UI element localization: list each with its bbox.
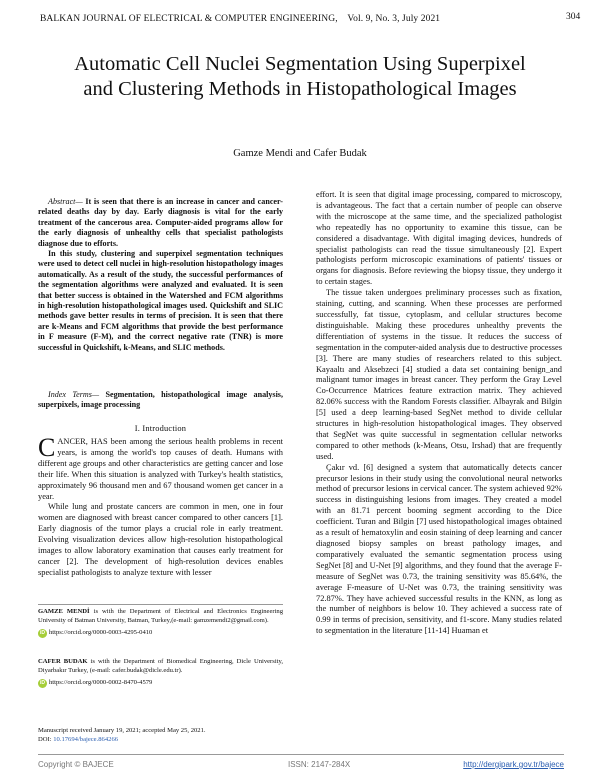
- index-terms-label: Index Terms: [48, 390, 92, 399]
- index-terms-text: Segmentation, histopathological image analysis, superpixels, image processing: [38, 390, 283, 410]
- introduction-body: [38, 433, 283, 579]
- footnote-author-2: [38, 658, 283, 688]
- received-date: Manuscript received January 19, 2021; accepted May 25, 2021.: [38, 727, 206, 734]
- manuscript-info: [38, 727, 283, 744]
- journal-volume: Vol. 9, No. 3, July 2021: [347, 14, 441, 24]
- intro-paragraph-2: While lung and prostate cancers are common in men, one in four women are diagnosed with breast cancer compared to other cancers [1]. Early diagnosis of the tumor plays a crucial role in early treatment. Evolving visualization devices allow high-resolution histopathological images to allow laboratory examination that causes early treatment for cancer [2]. The development of high-resolution devices enables specialist pathologists to analyze texture with lesser: [38, 502, 283, 577]
- abstract-paragraph-1: It is seen that there is an increase in cancer and cancer-related deaths day by day. Early diagnosis is vital for the early treatment of the cancerous area. Computer-aided programs allow for the early diagnosis of unhealthy cells that specialist pathologists diagnose due to efforts.: [38, 197, 283, 248]
- journal-name: BALKAN JOURNAL OF ELECTRICAL & COMPUTER ENGINEERING,: [40, 14, 338, 24]
- right-column-body: [316, 190, 562, 637]
- body-paragraph-3: Çakır vd. [6] designed a system that automatically detects cancer precursor lesions in their study using the convolutional neural networks method of precursor lesions in cervical cancer. The system achieved 92% success in distinguishing lesions from images. They created a model with an 81.71 percent booming segment according to the Dice coefficient. Turan and Bilgin [7] used histopathological images obtained as a result of hematoxylin and eosin staining of deep learning and cancer diagnosed biopsy samples on breast pathology images, and comparatively evaluated the semantic segmentation process using SegNet [8] and U-Net [9] algorithms, and they found that the average F-measure of SegNet was 0.73, the training sensitivity was 85.64%, the average F-measure of U-Net was 0.73, the training sensitivity was 72.87%. They have achieved successful results in the KNN, as long as the number of neighbors is below 10. They achieved a success rate of 0.99 in terms of precision, sensitivity, and f1-score. Many studies related to segmentation in the literature [11-14] Huaman et: [316, 462, 562, 636]
- abstract: Abstract— It is seen that there is an increase in cancer and cancer-related deaths day by day. Early diagnosis is vital for the early treatment of the cancerous area. Computer-aided programs allow for the early diagnosis of unhealthy cells that specialist pathologists diagnose due to efforts. In this study, clustering and superpixel segmentation techniques were used to detect cell nuclei in high-resolution histopathology images automatically. As a result of the study, the successful performances of the segmentation algorithms were analyzed and evaluated. It is seen that better success is obtained in the Watershed and FCM algorithms in high-resolution histopathological images used. Quickshift and SLIC methods gave better results in terms of precision. It is seen that there are k-Means and FCM algorithms that provide the best performance in F measure (F-M), and the correct negative rate (TNR) is more successful in Quickshift, k-Means, and SLIC methods.: [38, 197, 283, 352]
- intro-paragraph-1: ANCER, HAS been among the serious health problems in recent years, is among the world's top causes of death. Humans with different age groups and other characteristics are getting cancer and lose their life. When this situation is analyzed with Turkey's health statistics, approximately 96 thousand men and 67 thousand women get cancer in a year.: [38, 437, 283, 501]
- footer-issn: ISSN: 2147-284X: [288, 760, 351, 769]
- paper-title: Automatic Cell Nuclei Segmentation Using Superpixel and Clustering Methods in Histopathological Images: [74, 53, 526, 100]
- author-1-affiliation: is with the Department of Electrical and Electronics Engineering University of Batman University, Batman, Turkey,(e-mail: gamzemendi2@gmail.com).: [38, 608, 283, 624]
- page-number: 304: [566, 12, 581, 22]
- author-1-name: GAMZE MENDİ: [38, 608, 90, 615]
- body-paragraph-2: The tissue taken undergoes preliminary processes such as fixation, staining, cutting, and scanning. When these processes are performed successfully, fat tissue, cytoplasm, and cellular structures become distinguishable. Making these procedures unhealthy prevents the differentiation of systems in the tissue. It reduces the success of segmentation in the computer-aided analysis due to destructive processes [3]. There are many studies of researchers related to this subject. Kayaaltı and Aksebzeci [4] studied a data set containing benign_and malignant tumor images in breast cancer. They perform the Gray Level Co-Occurrence Matrices feature extraction matrix. They achieved 82.06% success with the Random Forests classifier. Albayrak and Bilgin [5] used a deep learning-based SegNet method to divide cellular structures in high-resolution histopathological images. They observed that SegNet was quite successful in segmentation cellular networks compared to other methods (k-Means, Otsu, Irshad) that are frequently used.: [316, 288, 562, 461]
- drop-cap: C: [38, 433, 56, 462]
- index-terms: Index Terms— Segmentation, histopathological image analysis, superpixels, image processing: [38, 390, 283, 410]
- footer-url-link[interactable]: http://dergipark.gov.tr/bajece: [463, 760, 564, 769]
- abstract-paragraph-2: In this study, clustering and superpixel segmentation techniques were used to detect cell nuclei in high-resolution histopathology images automatically. As a result of the study, the successful performances of the segmentation algorithms were analyzed and evaluated. It is seen that better success is obtained in the Watershed and FCM algorithms in high-resolution histopathological images used. Quickshift and SLIC methods gave better results in terms of precision. It is seen that there are k-Means and FCM algorithms that provide the best performance in F measure (F-M), and the correct negative rate (TNR) is more successful in Quickshift, k-Means, and SLIC methods.: [38, 249, 283, 352]
- body-paragraph-1: effort. It is seen that digital image processing, compared to microscopy, is advantageous. The fact that a certain number of people can observe with the microscope at the same time, and the specialized pathologist who repeatedly has no opportunity to examine this tissue, can be considered a disadvantage. With digital imaging devices, hundreds of specialist pathologists can read the tissue simultaneously [2]. Expert pathologists perform microscopic examinations of patients' tissues or organs for diagnosis. Before reviewing the biopsy tissue, they undergo it to certain stages.: [316, 190, 562, 287]
- footer-copyright: Copyright © BAJECE: [38, 760, 114, 769]
- page-footer: [38, 754, 564, 775]
- footnote-author-1: [38, 608, 283, 638]
- running-header: [40, 14, 440, 24]
- orcid-icon: iD: [40, 630, 45, 637]
- section-heading-introduction: I. Introduction: [134, 424, 187, 433]
- orcid-icon: iD: [40, 680, 45, 687]
- footnote-divider: [38, 604, 283, 605]
- abstract-label: Abstract: [48, 197, 76, 206]
- orcid-link-1[interactable]: https://orcid.org/0000-0003-4295-0410: [49, 629, 153, 637]
- paper-authors: Gamze Mendi and Cafer Budak: [233, 148, 367, 159]
- orcid-link-2[interactable]: https://orcid.org/0000-0002-8470-4579: [49, 679, 153, 687]
- author-2-name: CAFER BUDAK: [38, 658, 88, 665]
- doi-link[interactable]: 10.17694/bajece.864266: [53, 735, 119, 743]
- author-2-affiliation: is with the Department of Biomedical Engineering, Dicle University, Diyarbakır Turkey, (e-mail: cafer.budak@dicle.edu.tr).: [38, 658, 283, 674]
- doi-label: DOI:: [38, 735, 52, 743]
